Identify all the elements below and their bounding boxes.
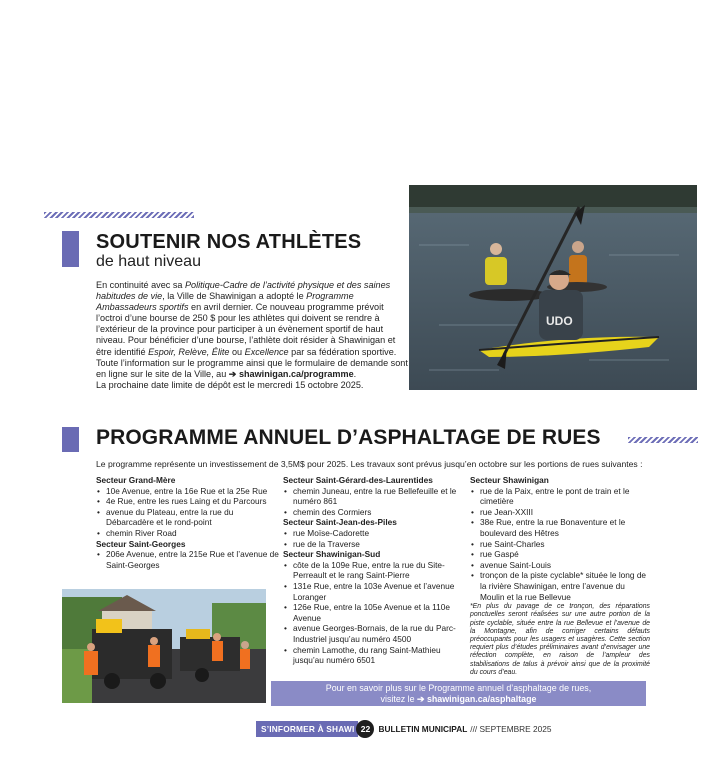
street-item: • chemin River Road: [96, 528, 280, 539]
street-item: • rue Saint-Charles: [470, 539, 650, 550]
asphalt-info-banner: [271, 681, 646, 706]
publication-title: BULLETIN MUNICIPAL: [378, 724, 468, 734]
programme-link[interactable]: ➔ shawinigan.ca/programme: [228, 368, 354, 379]
streets-column-1: [96, 475, 280, 570]
street-item: • rue de la Paix, entre le pont de train et le cimetière: [470, 486, 650, 507]
street-list: [283, 528, 469, 549]
page-footer: [256, 720, 551, 738]
banner-line-1: Pour en savoir plus sur le Programme annuel d’asphaltage de rues,: [325, 683, 592, 693]
footnote: *En plus du pavage de ce tronçon, des réparations ponctuelles seront réalisées sur une autre portion de la piste cyclable, située entre la rue Bellevue et l’avenue de la Montagne, afin de corriger certains défauts préoccupants pour les usagers et usagères. Cette section requiert plus d’études préliminaires avant d’envisager une réfection complète, en raison de l’ampleur des stabilisations de talus à prévoir ainsi que de la proximité du cours d’eau.: [470, 603, 650, 676]
street-item: • chemin Lamothe, du rang Saint-Mathieu jusqu’au numéro 6501: [283, 645, 469, 666]
street-item: • rue Moïse-Cadorette: [283, 528, 469, 539]
athletes-body: [96, 280, 408, 391]
footer-section-tag: S’INFORMER À SHAWI: [256, 721, 358, 737]
page-number: 22: [356, 720, 374, 738]
street-item: • 10e Avenue, entre la 16e Rue et la 25e Rue: [96, 486, 280, 497]
street-item: • chemin des Cormiers: [283, 507, 469, 518]
street-list: [96, 486, 280, 539]
kayak-athlete-photo: [409, 185, 697, 390]
decorative-stripes: [628, 437, 698, 443]
street-item: • côte de la 109e Rue, entre la rue du Site-Perreault et le rang Saint-Pierre: [283, 560, 469, 581]
athletes-deadline: La prochaine date limite de dépôt est le mercredi 15 octobre 2025.: [96, 379, 364, 390]
street-item: • 4e Rue, entre les rues Laing et du Parcours: [96, 496, 280, 507]
sector-heading: Secteur Saint-Jean-des-Piles: [283, 517, 397, 528]
street-item: • avenue Georges-Bornais, de la rue du Parc-Industriel jusqu’au numéro 4500: [283, 623, 469, 644]
street-item: • avenue du Plateau, entre la rue du Débarcadère et le rond-point: [96, 507, 280, 528]
decorative-stripes: [44, 212, 194, 218]
streets-column-2: [283, 475, 469, 666]
street-item: • 131e Rue, entre la 103e Avenue et l’avenue Loranger: [283, 581, 469, 602]
street-list: [96, 549, 280, 570]
street-item: • tronçon de la piste cyclable* située le long de la rivière Shawinigan, entre l’avenue du Moulin et la rue Bellevue: [470, 570, 650, 602]
street-list: [470, 486, 650, 603]
sector-heading: Secteur Saint-Georges: [96, 538, 186, 549]
asphalt-intro: Le programme représente un investissement de 3,5M$ pour 2025. Les travaux sont prévus jusqu’en octobre sur les portions de rues suivantes :: [96, 459, 643, 469]
asphaltage-link[interactable]: ➔ shawinigan.ca/asphaltage: [417, 694, 537, 704]
section-accent-bar: [62, 231, 79, 267]
section-accent-bar: [62, 427, 79, 452]
publication-date: /// SEPTEMBRE 2025: [470, 724, 552, 734]
athletes-subtitle: de haut niveau: [96, 253, 201, 270]
sector-heading: Secteur Grand-Mère: [96, 475, 176, 485]
athletes-paragraph: En continuité avec sa Politique-Cadre de l’activité physique et des saines habitudes de vie, la Ville de Shawinigan a adopté le Programme Ambassadeurs sportifs en avril dernier. Ce nouveau programme prévoit l’octroi d’une bourse de 250 $ pour les athlètes qui doivent se rendre à l’extérieur de la province pour participer à un évènement sportif de haut niveau. Pour bénéficier d’une bourse, l’athlète doit résider à Shawinigan et être identifié Espoir, Relève, Élite ou Excellence par sa fédération sportive.: [96, 280, 397, 357]
street-list: [283, 486, 469, 518]
streets-column-3: [470, 475, 650, 677]
sector-heading: Secteur Shawinigan: [470, 475, 549, 485]
street-item: • rue de la Traverse: [283, 539, 469, 550]
street-item: • 38e Rue, entre la rue Bonaventure et le boulevard des Hêtres: [470, 517, 650, 538]
street-list: [283, 560, 469, 666]
athletes-title: SOUTENIR NOS ATHLÈTES: [96, 231, 362, 253]
sector-heading: Secteur Saint-Gérard-des-Laurentides: [283, 475, 433, 485]
street-item: • chemin Juneau, entre la rue Bellefeuille et le numéro 861: [283, 486, 469, 507]
paving-crew-photo: [62, 589, 266, 703]
banner-line-2: visitez le ➔ shawinigan.ca/asphaltage: [380, 694, 537, 704]
svg-text:UDO: UDO: [546, 314, 573, 328]
street-item: • 126e Rue, entre la 105e Avenue et la 110e Avenue: [283, 602, 469, 623]
street-item: • rue Gaspé: [470, 549, 650, 560]
street-item: • avenue Saint-Louis: [470, 560, 650, 571]
athletes-info-paragraph: Toute l’information sur le programme ainsi que le formulaire de demande sont en ligne sur le site de la Ville, au ➔ shawinigan.ca/programme.: [96, 357, 408, 379]
street-item: • 206e Avenue, entre la 215e Rue et l’avenue de Saint-Georges: [96, 549, 280, 570]
street-item: • rue Jean-XXIII: [470, 507, 650, 518]
asphalt-title: PROGRAMME ANNUEL D’ASPHALTAGE DE RUES: [96, 426, 601, 449]
sector-heading: Secteur Shawinigan-Sud: [283, 549, 381, 560]
